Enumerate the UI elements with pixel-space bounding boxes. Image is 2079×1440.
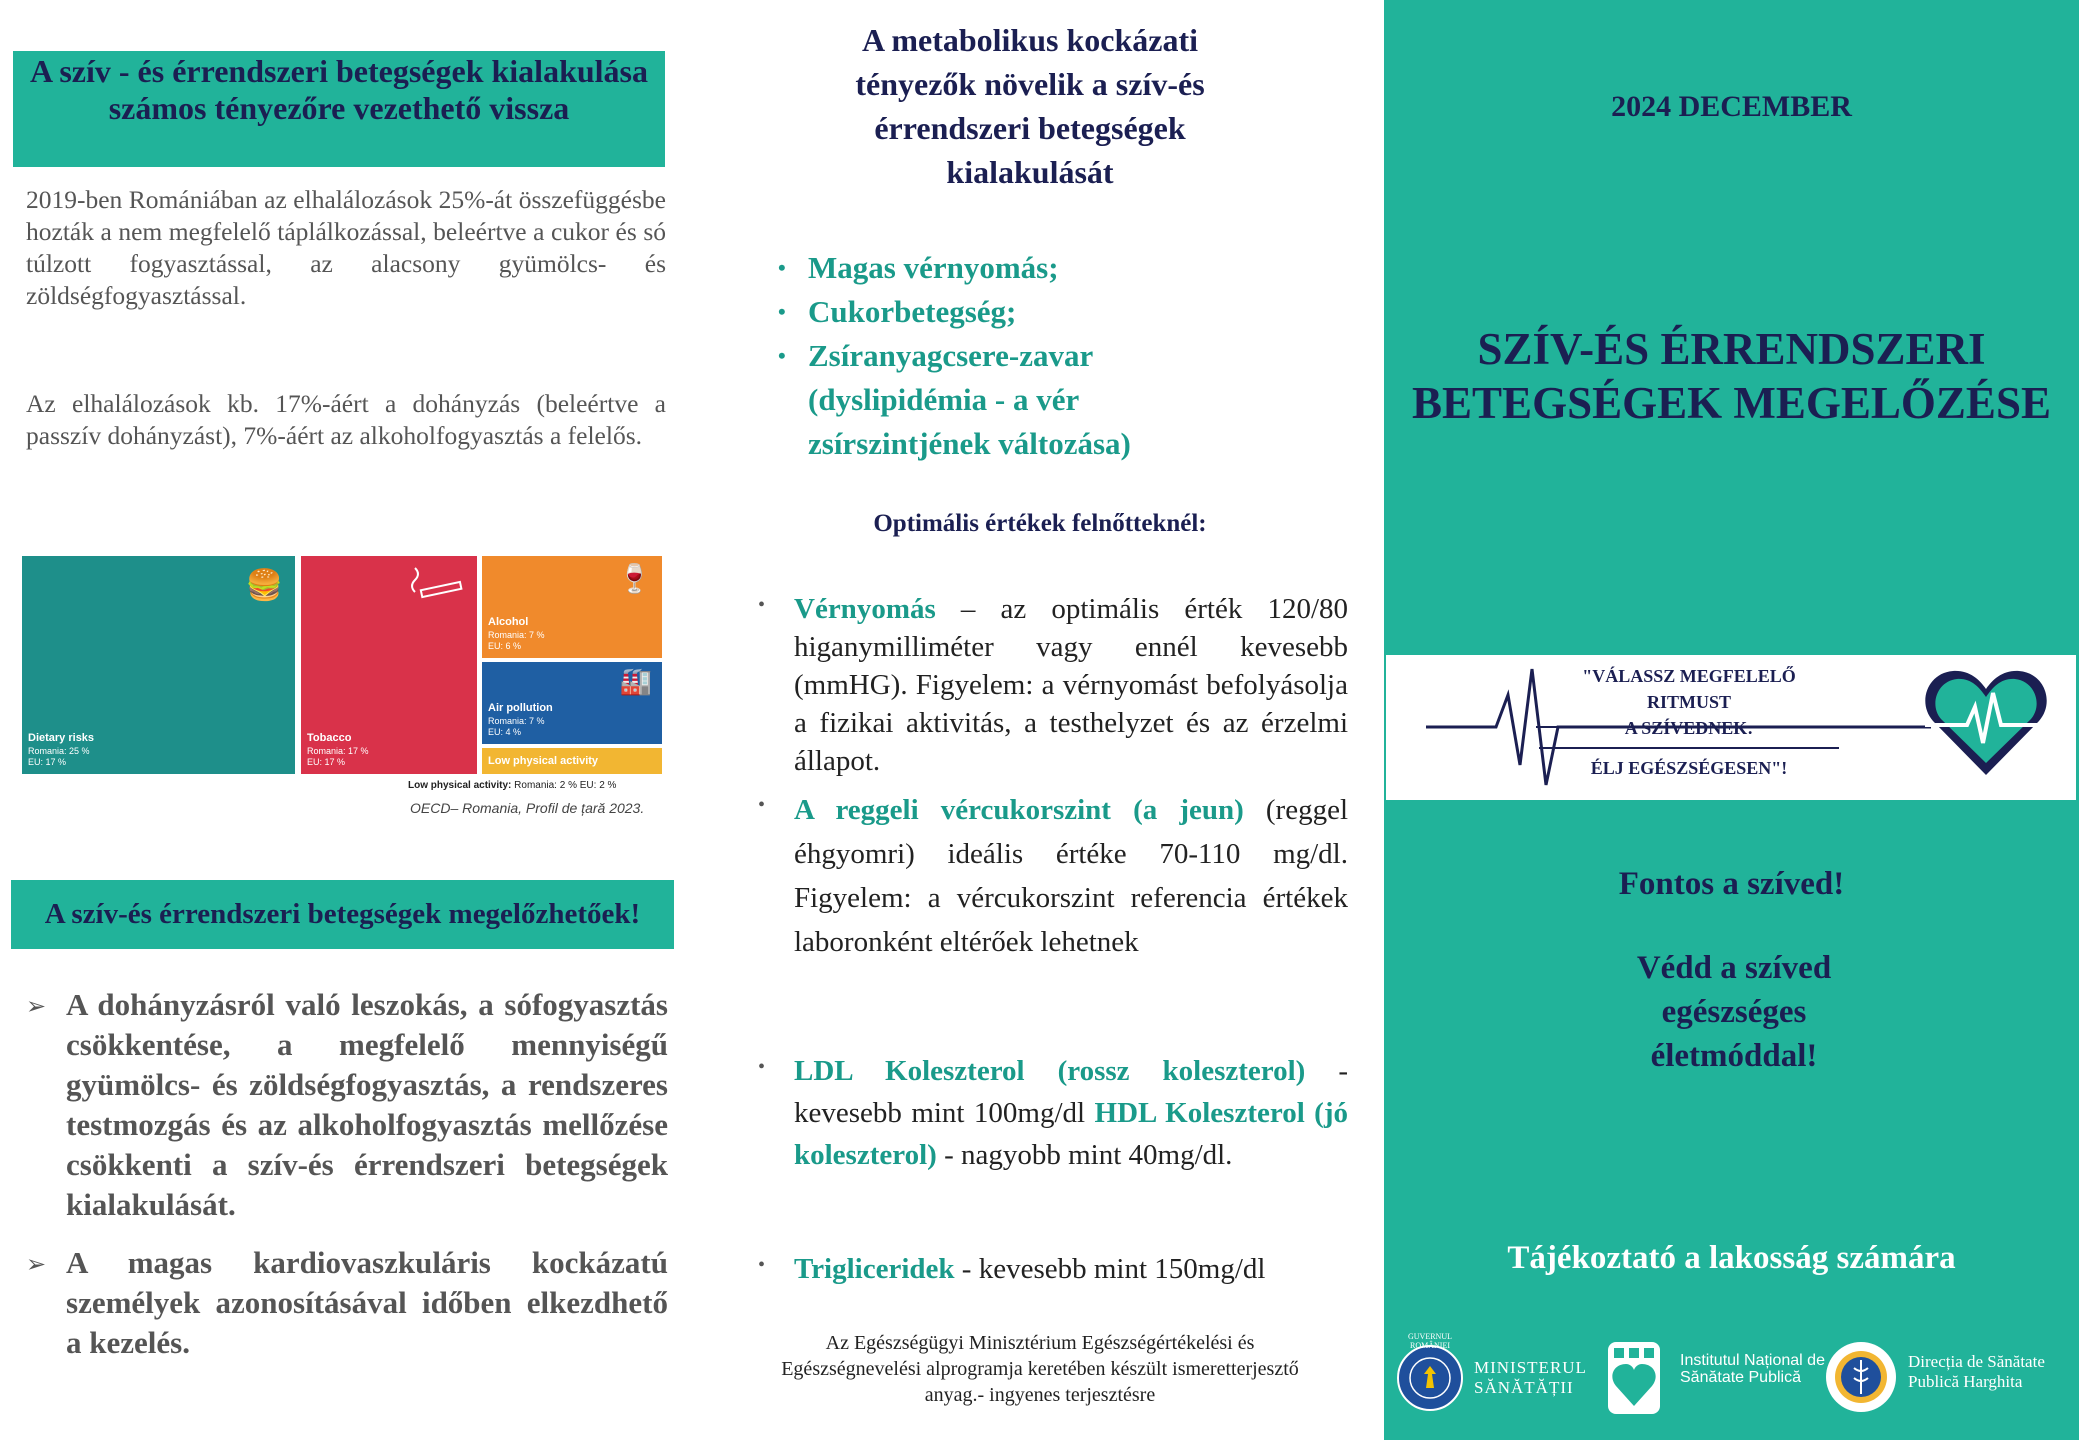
bullet-icon: • bbox=[758, 594, 766, 616]
tile-tobacco bbox=[301, 556, 477, 774]
banner-slogan: "VÁLASSZ MEGFELELŐ RITMUST A SZÍVEDNEK: ÉLJ EGÉSZSÉGESEN"! bbox=[1539, 663, 1839, 781]
heart-icon bbox=[1921, 663, 2051, 783]
list-item: ➢ A dohányzásról való leszokás, a sófogyasztás csökkentése, a megfelelő mennyiségű gyümölcs- és zöldségfogyasztás, a rendszeres testmozgás és az alkoholfogyasztás mellőzése csökkenti a szív-és érrendszeri betegségek kialakulását. bbox=[26, 987, 668, 1222]
issue-date: 2024 DECEMBER bbox=[1611, 90, 1852, 123]
program-footnote: Az Egészségügyi Minisztérium Egészségértékelési és Egészségnevelési alprogramja keretében készült ismeretterjesztő anyag.- ingyenes terjesztésre bbox=[781, 1332, 1299, 1406]
factory-icon: 🏭 bbox=[619, 666, 652, 696]
lowphys-caption: Low physical activity: Romania: 2 % EU: 2 % bbox=[408, 780, 617, 791]
info-for-public: Tájékoztató a lakosság számára bbox=[1507, 1240, 1956, 1276]
hamburger-icon: 🍔 bbox=[245, 569, 283, 602]
tile-alcohol-eu: EU: 6 % bbox=[488, 641, 522, 651]
risk-factor-treemap bbox=[22, 556, 662, 791]
slogan-important: Fontos a szíved! bbox=[1618, 866, 1845, 902]
slogan-protect: Védd a szíved egészséges életmóddal! bbox=[1636, 950, 1832, 1074]
tile-dietary bbox=[22, 556, 295, 774]
dsp-logo-icon bbox=[1824, 1340, 1898, 1414]
logo-dsp-harghita: Direcția de Sănătate Publică Harghita bbox=[1908, 1352, 2045, 1391]
cover-title: SZÍV-ÉS ÉRRENDSZERI BETEGSÉGEK MEGELŐZÉSE bbox=[1412, 324, 2051, 428]
rhythm-banner bbox=[1386, 655, 2076, 800]
list-item: • Zsíranyagcsere-zavar (dyslipidémia - a vér zsírszintjének változása) bbox=[770, 334, 1210, 466]
tile-air-pollution bbox=[482, 662, 662, 744]
list-item: • Magas vérnyomás; bbox=[770, 246, 1210, 290]
tile-tobacco-title: Tobacco bbox=[307, 732, 352, 744]
section-heading-preventable: A szív-és érrendszeri betegségek megelőzhetőek! bbox=[11, 880, 674, 949]
bullet-icon: • bbox=[758, 1254, 766, 1276]
tile-dietary-eu: EU: 17 % bbox=[28, 757, 67, 767]
tile-alcohol-title: Alcohol bbox=[488, 616, 529, 628]
paragraph-diet-deaths: 2019-ben Romániában az elhalálozások 25%-át összefüggésbe hozták a nem megfelelő táplálkozással, beleértve a cukor és só túlzott fogyasztással, az alacsony gyümölcs- és zöldségfogyasztással. bbox=[26, 185, 666, 310]
bullet-icon: • bbox=[758, 1056, 766, 1078]
tile-dietary-romania: Romania: 25 % bbox=[28, 746, 90, 756]
tile-alcohol bbox=[482, 556, 662, 658]
tile-air-romania: Romania: 7 % bbox=[488, 716, 545, 726]
tile-tobacco-eu: EU: 17 % bbox=[307, 757, 346, 767]
logo-ministry: MINISTERUL SĂNĂTĂȚII bbox=[1474, 1358, 1587, 1397]
tile-low-physical bbox=[482, 748, 662, 774]
prevention-list bbox=[26, 985, 668, 1363]
government-seal-icon bbox=[1396, 1344, 1464, 1412]
value-blood-pressure: • Vérnyomás – az optimális érték 120/80 higanymilliméter vagy ennél kevesebb (mmHG). Figyelem: a vérnyomást befolyásolja a fizikai aktivitás, a testhelyzet és az érzelmi állapot. bbox=[758, 593, 1348, 777]
tile-air-title: Air pollution bbox=[488, 702, 553, 714]
tile-tobacco-romania: Romania: 17 % bbox=[307, 746, 369, 756]
metabolic-heading: A metabolikus kockázati tényezők növelik a szív-és érrendszeri betegségek kialakulását bbox=[855, 22, 1205, 190]
tile-alcohol-romania: Romania: 7 % bbox=[488, 630, 545, 640]
value-triglycerides: • Trigliceridek - kevesebb mint 150mg/dl bbox=[758, 1253, 1266, 1285]
cigarette-icon bbox=[407, 564, 469, 600]
value-blood-glucose: • A reggeli vércukorszint (a jeun) (reggel éhgyomri) ideális értéke 70-110 mg/dl. Figyelem: a vércukorszint referencia értékek laboronként eltérőek lehetnek bbox=[758, 794, 1348, 958]
insp-logo-icon bbox=[1604, 1336, 1664, 1418]
chart-source: OECD– Romania, Profil de țară 2023. bbox=[410, 800, 645, 816]
list-item: • Cukorbetegség; bbox=[770, 290, 1210, 334]
bullet-icon: • bbox=[778, 255, 786, 280]
logo-insp: Institutul Național de Sănătate Publică bbox=[1680, 1352, 1825, 1386]
list-item: ➢ A magas kardiovaszkuláris kockázatú személyek azonosításával időben elkezdhető a kezelés. bbox=[26, 1245, 668, 1360]
partner-logos bbox=[1384, 1330, 2079, 1430]
risk-factor-list bbox=[770, 246, 1210, 466]
tile-air-eu: EU: 4 % bbox=[488, 727, 522, 737]
value-cholesterol: • LDL Koleszterol (rossz koleszterol) - kevesebb mint 100mg/dl HDL Koleszterol (jó koleszterol) - nagyobb mint 40mg/dl. bbox=[758, 1055, 1348, 1171]
section-heading-factors: A szív - és érrendszeri betegségek kialakulása számos tényezőre vezethető vissza bbox=[13, 51, 665, 167]
government-seal-label: GUVERNUL ROMÂNIEI bbox=[1408, 1332, 1452, 1350]
bullet-icon: • bbox=[758, 794, 766, 816]
optimal-values-heading: Optimális értékek felnőtteknél: bbox=[873, 510, 1207, 537]
tile-lowphys-title: Low physical activity bbox=[488, 755, 599, 767]
wine-icon: 🍷 bbox=[617, 563, 652, 594]
bullet-icon: • bbox=[778, 299, 786, 324]
arrow-bullet-icon: ➢ bbox=[26, 994, 47, 1020]
arrow-bullet-icon: ➢ bbox=[26, 1252, 47, 1278]
paragraph-smoking-alcohol: Az elhalálozások kb. 17%-áért a dohányzás (beleértve a passzív dohányzást), 7%-áért az alkoholfogyasztás a felelős. bbox=[26, 389, 666, 450]
bullet-icon: • bbox=[778, 343, 786, 368]
tile-dietary-title: Dietary risks bbox=[28, 732, 95, 744]
